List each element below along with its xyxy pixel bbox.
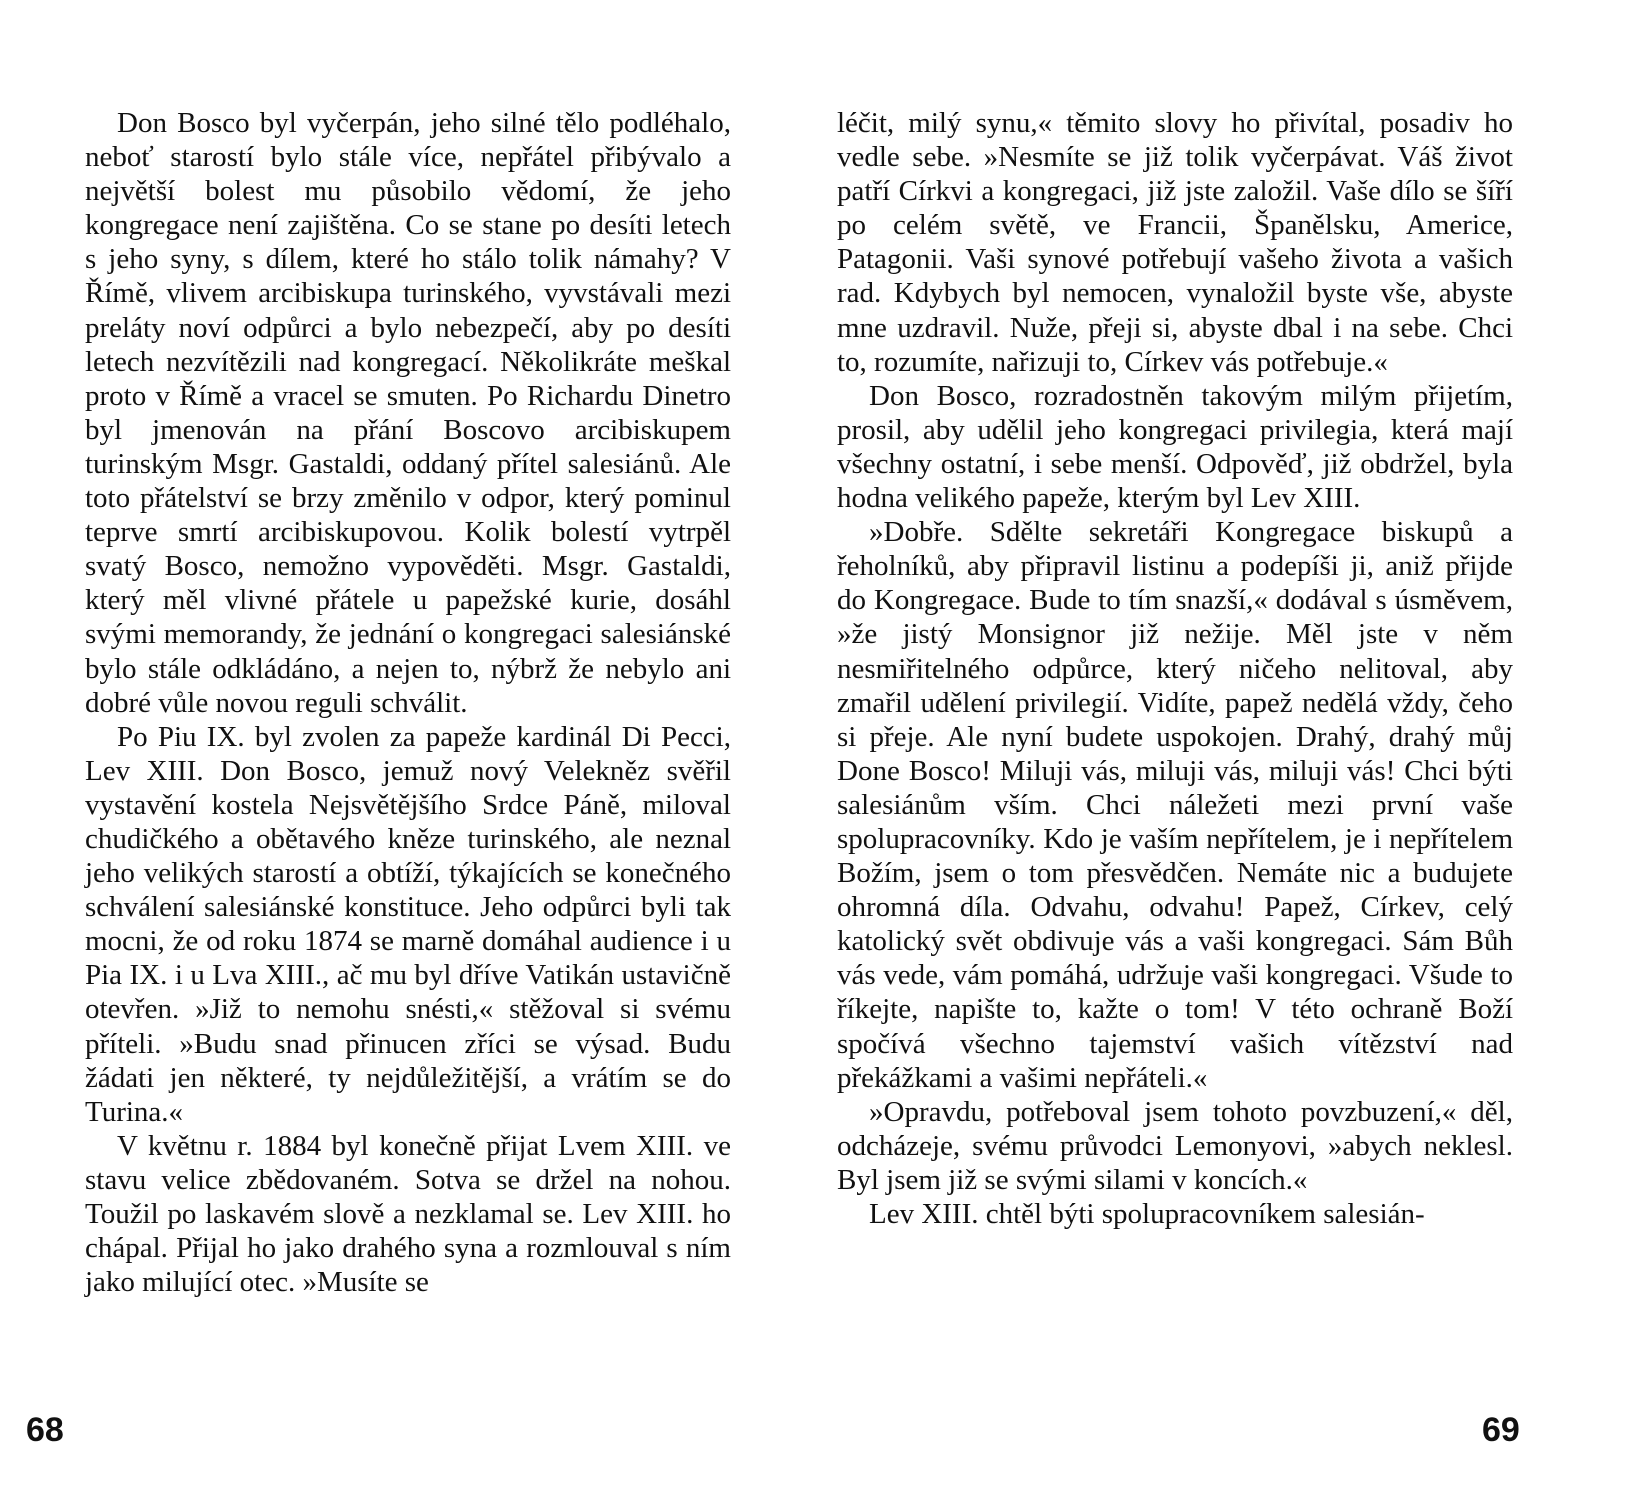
paragraph: V květnu r. 1884 byl konečně přijat Lvem XIII. ve stavu velice zbědovaném. Sotva se držel na nohou. Toužil po laskavém slově a nezklamal se. Lev XIII. ho chápal. Přijal ho jako drahého syna a rozmlouval s ním jako milující otec. »Musíte se [85, 1129, 731, 1299]
paragraph: »Dobře. Sdělte sekretáři Kongregace biskupů a řeholníků, aby připravil listinu a podepíši ji, aniž přijde do Kongregace. Bude to tím snazší,« dodával s úsměvem, »že jistý Monsignor již nežije. Měl jste v něm nesmiřitelného odpůrce, který ničeho nelitoval, aby zmařil udělení privilegií. Vidíte, papež nedělá vždy, čeho si přeje. Ale nyní budete uspokojen. Drahý, drahý můj Done Bosco! Miluji vás, miluji vás, miluji vás! Chci býti salesiánům vším. Chci náležeti mezi první vaše spolupracovníky. Kdo je vaším nepřítelem, je i nepřítelem Božím, jsem o tom přesvědčen. Nemáte nic a budujete ohromná díla. Odvahu, odvahu! Papež, Církev, celý katolický svět obdivuje vás a vaši kongregaci. Sám Bůh vás vede, vám pomáhá, udržuje vaši kongregaci. Všude to říkejte, napište to, kažte o tom! V této ochraně Boží spočívá všechno tajemství vašich vítězství nad překážkami a vašimi nepřáteli.« [837, 516, 1513, 1094]
paragraph: léčit, milý synu,« těmito slovy ho přivítal, posadiv ho vedle sebe. »Nesmíte se již tolik vyčerpávat. Váš život patří Církvi a kongregaci, již jste založil. Vaše dílo se šíří po celém světě, ve Francii, Španělsku, Americe, Patagonii. Vaši synové potřebují vašeho života a vašich rad. Kdybych byl nemocen, vynaložil byste vše, abyste mne uzdravil. Nuže, přeji si, abyste dbal i na sebe. Chci to, rozumíte, nařizuji to, Církev vás potřebuje.« [837, 107, 1513, 378]
page-number: 69 [1482, 1411, 1520, 1449]
paragraph: »Opravdu, potřeboval jsem tohoto povzbuzení,« děl, odcházeje, svému průvodci Lemonyovi, »abych neklesl. Byl jsem již se svými silami v koncích.« [837, 1095, 1513, 1196]
paragraph: Don Bosco byl vyčerpán, jeho silné tělo podléhalo, neboť starostí bylo stále více, nepřátel přibývalo a největší bolest mu působilo vědomí, že jeho kongregace není zajištěna. Co se stane po desíti letech s jeho syny, s dílem, které ho stálo tolik námahy? V Římě, vlivem arcibiskupa turinského, vyvstávali mezi preláty noví odpůrci a bylo nebezpečí, aby po desíti letech nezvítězili nad kongregací. Několikráte meškal proto v Římě a vracel se smuten. Po Richardu Dinetro byl jmenován na přání Boscovo arcibiskupem turinským Msgr. Gastaldi, oddaný přítel salesiánů. Ale toto přátelství se brzy změnilo v odpor, který pominul teprve smrtí arcibiskupovou. Kolik bolestí vytrpěl svatý Bosco, nemožno vypověděti. Msgr. Gastaldi, který měl vlivné přátele u papežské kurie, dosáhl svými memorandy, že jednání o kongregaci salesiánské bylo stále odkládáno, a nejen to, nýbrž že nebylo ani dobré vůle novou reguli schválit. [85, 107, 731, 719]
right-page [823, 0, 1646, 1500]
paragraph: Lev XIII. chtěl býti spolupracovníkem salesián- [869, 1198, 1425, 1230]
right-page-text [837, 106, 1513, 1231]
paragraph: Don Bosco, rozradostněn takovým milým přijetím, prosil, aby udělil jeho kongregaci privilegia, která mají všechny ostatní, i sebe menší. Odpověď, již obdržel, byla hodna velikého papeže, kterým byl Lev XIII. [837, 379, 1513, 515]
page-number: 68 [26, 1411, 64, 1449]
paragraph: Po Piu IX. byl zvolen za papeže kardinál Di Pecci, Lev XIII. Don Bosco, jemuž nový Velekněz svěřil vystavění kostela Nejsvětějšího Srdce Páně, miloval chudičkého a obětavého kněze turinského, ale neznal jeho velikých starostí a obtíží, týkajících se konečného schválení salesiánské konstituce. Jeho odpůrci byli tak mocni, že od roku 1874 se marně domáhal audience i u Pia IX. i u Lva XIII., ač mu byl dříve Vatikán ustavičně otevřen. »Již to nemohu snésti,« stěžoval si svému příteli. »Budu snad přinucen zříci se výsad. Budu žádati jen některé, ty nejdůležitější, a vrátím se do Turina.« [85, 720, 731, 1128]
left-page-text [85, 106, 731, 1299]
